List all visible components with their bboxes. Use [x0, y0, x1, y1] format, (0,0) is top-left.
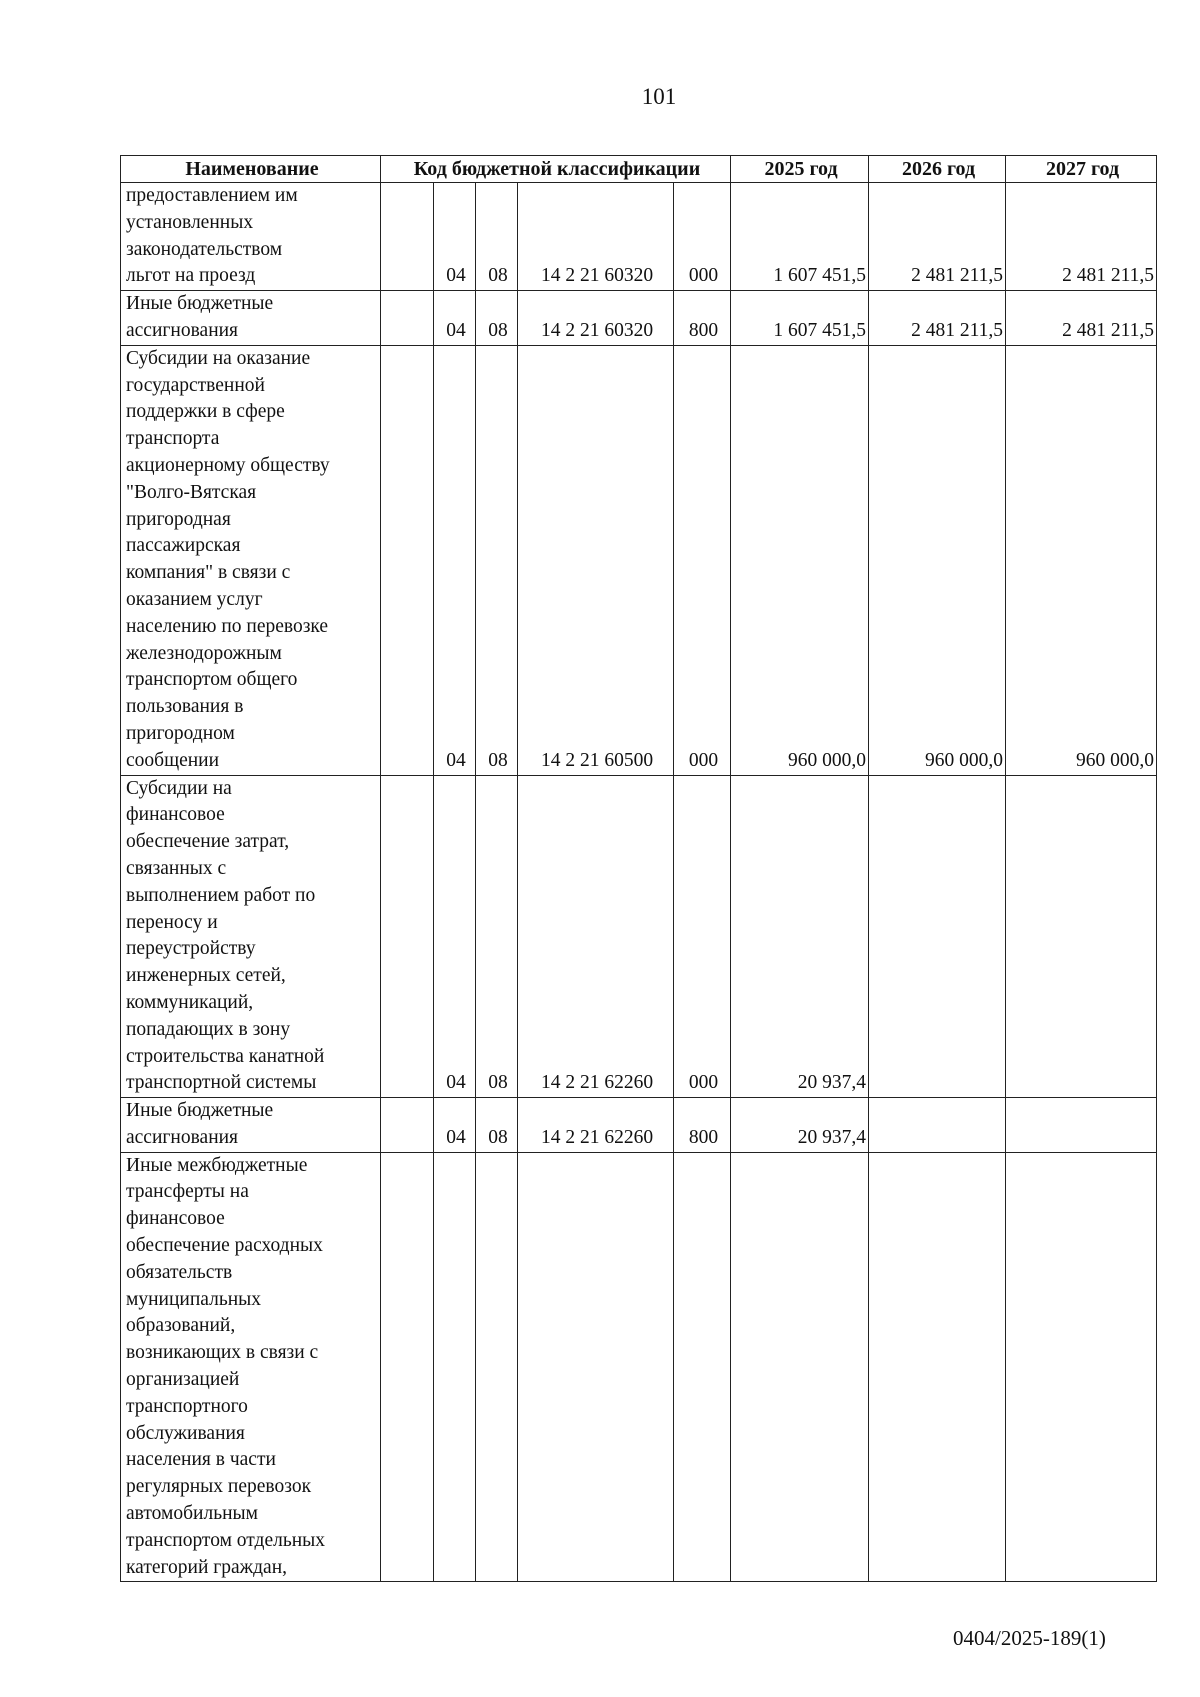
code-section: 04	[434, 1098, 476, 1153]
row-name: Иные бюджетные ассигнования	[121, 1098, 381, 1153]
code-part-1	[381, 291, 434, 346]
amount-2025: 1 607 451,5	[731, 183, 869, 291]
code-expense-type	[674, 1152, 731, 1582]
table-row	[121, 775, 1157, 1098]
row-name: Иные межбюджетные трансферты на финансовое обеспечение расходных обязательств муниципальных образований, возникающих в связи с организацией транспортного обслуживания населения в части регулярных перевозок автомобильным транспортом отдельных категорий граждан,	[121, 1152, 381, 1582]
header-budget-code: Код бюджетной классификации	[381, 156, 731, 183]
amount-2025: 1 607 451,5	[731, 291, 869, 346]
amount-2027	[1006, 775, 1157, 1098]
table-row	[121, 291, 1157, 346]
code-subsection	[476, 1152, 518, 1582]
budget-table-container	[120, 155, 1156, 1582]
code-target-article	[518, 1152, 674, 1582]
amount-2026: 2 481 211,5	[869, 183, 1006, 291]
code-expense-type: 000	[674, 183, 731, 291]
amount-2026: 960 000,0	[869, 345, 1006, 775]
table-header-row	[121, 156, 1157, 183]
code-subsection: 08	[476, 1098, 518, 1153]
document-code: 0404/2025-189(1)	[953, 1626, 1106, 1650]
code-expense-type: 000	[674, 345, 731, 775]
row-name: Субсидии на финансовое обеспечение затрат, связанных с выполнением работ по переносу и переустройству инженерных сетей, коммуникаций, попадающих в зону строительства канатной транспортной системы	[121, 775, 381, 1098]
code-subsection: 08	[476, 775, 518, 1098]
amount-2026	[869, 775, 1006, 1098]
header-2027: 2027 год	[1006, 156, 1157, 183]
amount-2025	[731, 1152, 869, 1582]
amount-2026: 2 481 211,5	[869, 291, 1006, 346]
amount-2025: 20 937,4	[731, 1098, 869, 1153]
amount-2027: 960 000,0	[1006, 345, 1157, 775]
code-subsection: 08	[476, 345, 518, 775]
code-target-article: 14 2 21 62260	[518, 1098, 674, 1153]
row-name: Иные бюджетные ассигнования	[121, 291, 381, 346]
amount-2025: 20 937,4	[731, 775, 869, 1098]
code-part-1	[381, 345, 434, 775]
code-part-1	[381, 775, 434, 1098]
code-part-1	[381, 183, 434, 291]
header-name: Наименование	[121, 156, 381, 183]
row-name: Субсидии на оказание государственной поддержки в сфере транспорта акционерному обществу "Волго-Вятская пригородная пассажирская компания" в связи с оказанием услуг населению по перевозке железнодорожным транспортом общего пользования в пригородном сообщении	[121, 345, 381, 775]
table-row	[121, 183, 1157, 291]
budget-table	[120, 155, 1157, 1582]
code-part-1	[381, 1152, 434, 1582]
code-target-article: 14 2 21 60320	[518, 291, 674, 346]
amount-2026	[869, 1152, 1006, 1582]
code-target-article: 14 2 21 60500	[518, 345, 674, 775]
header-2026: 2026 год	[869, 156, 1006, 183]
code-section: 04	[434, 775, 476, 1098]
code-target-article: 14 2 21 62260	[518, 775, 674, 1098]
page-number: 101	[641, 84, 677, 109]
header-2025: 2025 год	[731, 156, 869, 183]
table-row	[121, 345, 1157, 775]
row-name: предоставлением им установленных законодательством льгот на проезд	[121, 183, 381, 291]
amount-2027: 2 481 211,5	[1006, 183, 1157, 291]
amount-2027: 2 481 211,5	[1006, 291, 1157, 346]
code-subsection: 08	[476, 291, 518, 346]
code-section: 04	[434, 345, 476, 775]
code-expense-type: 800	[674, 1098, 731, 1153]
amount-2027	[1006, 1098, 1157, 1153]
table-row	[121, 1152, 1157, 1582]
code-expense-type: 800	[674, 291, 731, 346]
amount-2025: 960 000,0	[731, 345, 869, 775]
table-row	[121, 1098, 1157, 1153]
code-section: 04	[434, 291, 476, 346]
code-part-1	[381, 1098, 434, 1153]
code-expense-type: 000	[674, 775, 731, 1098]
code-subsection: 08	[476, 183, 518, 291]
code-section: 04	[434, 183, 476, 291]
code-target-article: 14 2 21 60320	[518, 183, 674, 291]
code-section	[434, 1152, 476, 1582]
amount-2027	[1006, 1152, 1157, 1582]
amount-2026	[869, 1098, 1006, 1153]
